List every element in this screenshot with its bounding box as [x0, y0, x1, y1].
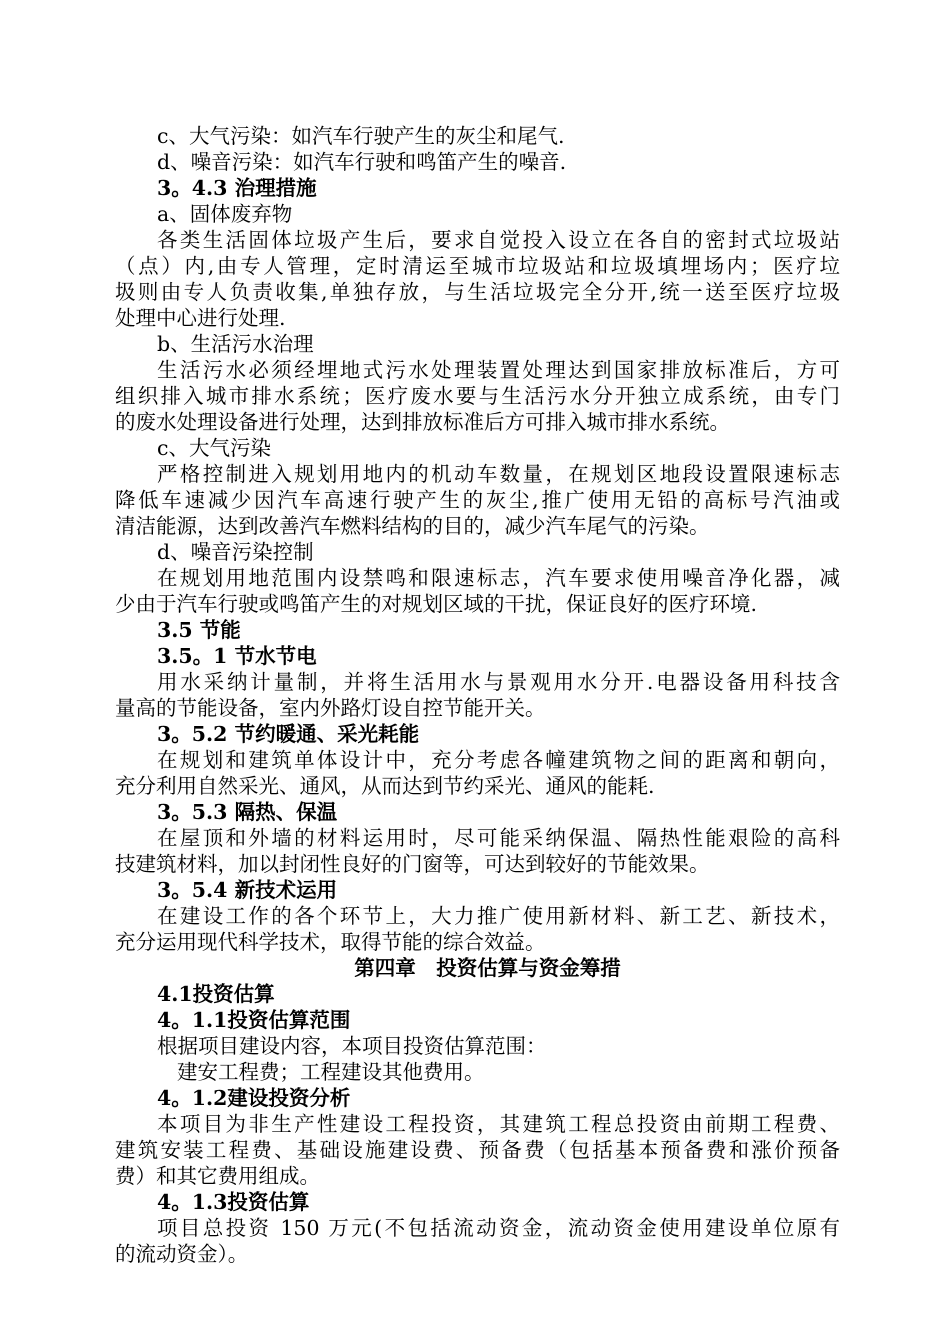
text-line: d、噪音污染：如汽车行驶和鸣笛产生的噪音. — [157, 150, 567, 174]
text-line: 量高的节能设备，室内外路灯设自控节能开关。 — [115, 696, 546, 720]
section-heading: 3.5 节能 — [157, 618, 241, 642]
section-heading: 4。1.2建设投资分析 — [157, 1086, 351, 1110]
section-heading: 3。4.3 治理措施 — [157, 176, 317, 200]
text-line: 严格控制进入规划用地内的机动车数量，在规划区地段设置限速标志 — [157, 462, 840, 486]
text-line: c、大气污染 — [157, 436, 271, 460]
text-line: 充分利用自然采光、通风，从而达到节约采光、通风的能耗. — [115, 774, 655, 798]
text-line: 在屋顶和外墙的材料运用时，尽可能采纳保温、隔热性能艰险的高科 — [157, 826, 840, 850]
text-line: 圾则由专人负责收集,单独存放，与生活垃圾完全分开,统一送至医疗垃圾 — [115, 280, 840, 304]
text-line: 第四章 投资估算与资金筹措 — [354, 956, 621, 980]
text-line: 建安工程费；工程建设其他费用。 — [177, 1060, 485, 1084]
section-heading: 4。1.3投资估算 — [157, 1190, 310, 1214]
text-line: 项目总投资 150 万元(不包括流动资金，流动资金使用建设单位原有 — [157, 1216, 840, 1240]
section-heading: 3。5.4 新技术运用 — [157, 878, 338, 902]
text-line: 的流动资金）。 — [115, 1242, 249, 1266]
text-line: 费）和其它费用组成。 — [115, 1164, 320, 1188]
text-line: 少由于汽车行驶或鸣笛产生的对规划区域的干扰，保证良好的医疗环境. — [115, 592, 758, 616]
text-line: 清洁能源，达到改善汽车燃料结构的目的，减少汽车尾气的污染。 — [115, 514, 710, 538]
section-heading: 3。5.2 节约暖通、采光耗能 — [157, 722, 420, 746]
text-line: 处理中心进行处理. — [115, 306, 286, 330]
text-line: 的废水处理设备进行处理，达到排放标准后方可排入城市排水系统。 — [115, 410, 730, 434]
text-line: 在规划用地范围内设禁鸣和限速标志，汽车要求使用噪音净化器，减 — [157, 566, 840, 590]
text-line: b、生活污水治理 — [157, 332, 314, 356]
text-line: 建筑安装工程费、基础设施建设费、预备费（包括基本预备费和涨价预备 — [115, 1138, 840, 1162]
section-heading: 4.1投资估算 — [157, 982, 275, 1006]
text-line: 技建筑材料，加以封闭性良好的门窗等，可达到较好的节能效果。 — [115, 852, 710, 876]
text-line: a、固体废弃物 — [157, 202, 293, 226]
text-line: 用水采纳计量制，并将生活用水与景观用水分开.电器设备用科技含 — [157, 670, 840, 694]
section-heading: 3。5.3 隔热、保温 — [157, 800, 338, 824]
text-line: d、噪音污染控制 — [157, 540, 314, 564]
text-line: 降低车速减少因汽车高速行驶产生的灰尘,推广使用无铅的高标号汽油或 — [115, 488, 840, 512]
text-line: 本项目为非生产性建设工程投资，其建筑工程总投资由前期工程费、 — [157, 1112, 840, 1136]
section-heading: 3.5。1 节水节电 — [157, 644, 317, 668]
text-line: 各类生活固体垃圾产生后，要求自觉投入设立在各自的密封式垃圾站 — [157, 228, 840, 252]
text-line: 根据项目建设内容，本项目投资估算范围： — [157, 1034, 547, 1058]
text-line: 在建设工作的各个环节上，大力推广使用新材料、新工艺、新技术， — [157, 904, 840, 928]
text-line: 充分运用现代科学技术，取得节能的综合效益。 — [115, 930, 546, 954]
section-heading: 4。1.1投资估算范围 — [157, 1008, 351, 1032]
text-line: 组织排入城市排水系统；医疗废水要与生活污水分开独立成系统，由专门 — [115, 384, 840, 408]
text-line: 生活污水必须经埋地式污水处理装置处理达到国家排放标准后，方可 — [157, 358, 840, 382]
text-line: （点）内,由专人管理，定时清运至城市垃圾站和垃圾填埋场内；医疗垃 — [115, 254, 840, 278]
document-page — [115, 123, 840, 1267]
text-line: c、大气污染：如汽车行驶产生的灰尘和尾气. — [157, 124, 565, 148]
text-line: 在规划和建筑单体设计中，充分考虑各幢建筑物之间的距离和朝向， — [157, 748, 840, 772]
